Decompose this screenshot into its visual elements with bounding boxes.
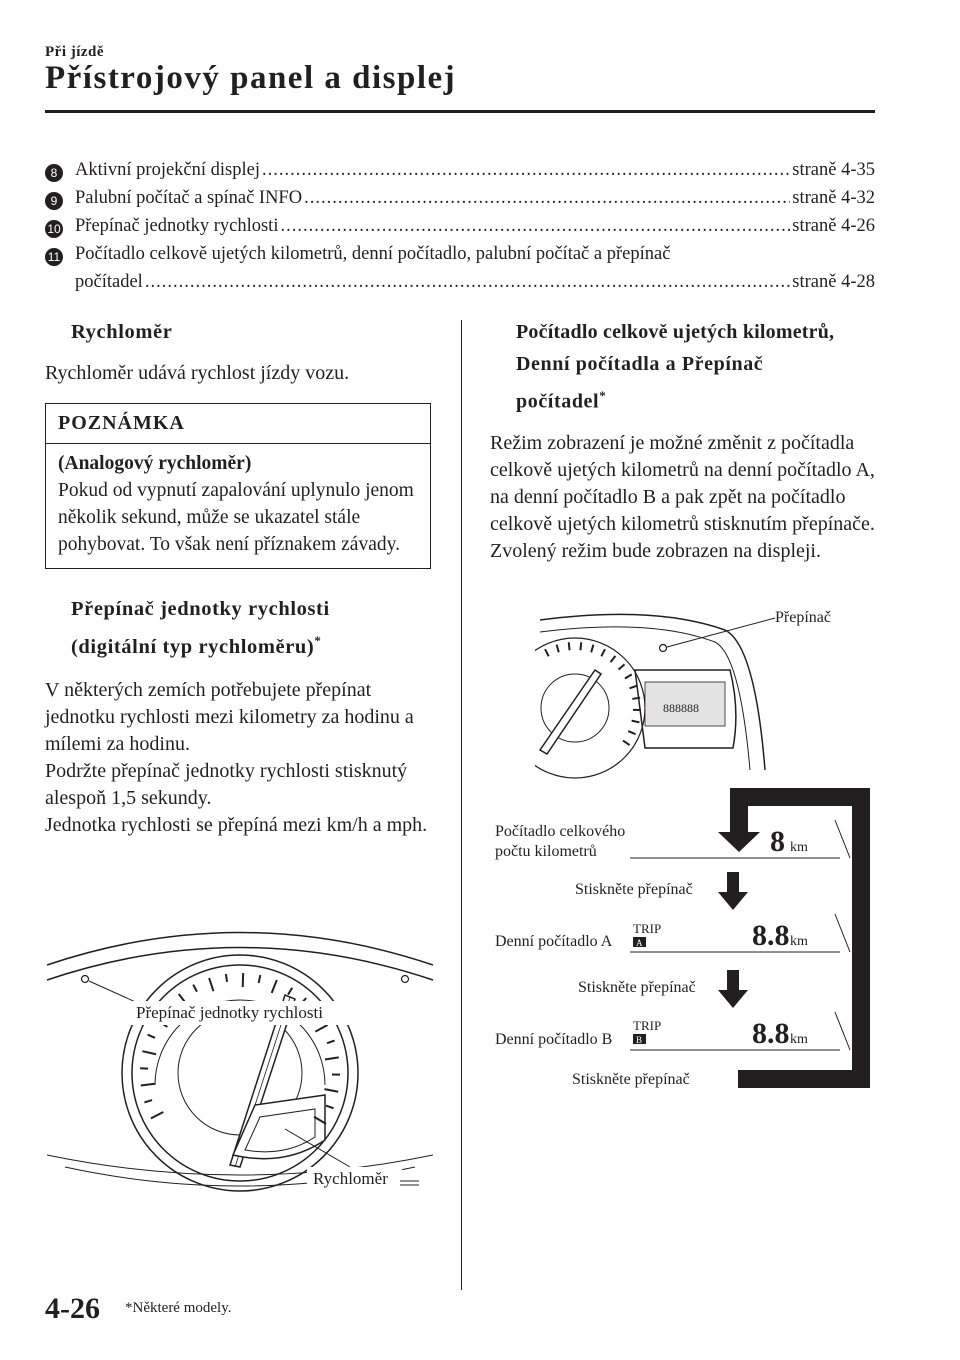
gauge-tick	[623, 741, 630, 745]
press-arrow	[718, 970, 748, 1008]
page-reference: straně 4-35	[792, 160, 875, 180]
item-number-badge: 9	[45, 192, 63, 210]
note-body	[46, 444, 430, 568]
unit-label: km	[790, 840, 808, 855]
gauge-tick	[632, 721, 640, 723]
trip-b-digits: 8.8	[752, 1017, 790, 1050]
speed-unit-switch-label: Přepínač jednotky rychlosti	[136, 1003, 323, 1022]
gauge-tick	[315, 1025, 327, 1032]
instrument-cluster-illustration	[535, 600, 875, 780]
gauge-tick	[141, 1084, 155, 1086]
gauge-tick	[628, 731, 635, 734]
gauge-tick	[327, 1041, 335, 1044]
heading-text: počítadel	[516, 390, 600, 413]
press-switch-label: Stiskněte přepínač	[575, 881, 693, 898]
lcd-digits: 888888	[663, 701, 699, 715]
reference-item[interactable]	[45, 216, 875, 244]
gauge-tick	[630, 686, 638, 689]
heading-text: (digitální typ rychloměru)	[71, 635, 315, 658]
gauge-tick	[144, 1100, 152, 1102]
reference-item[interactable]	[45, 188, 875, 216]
footnote: *Některé modely.	[125, 1300, 232, 1316]
footnote-marker: *	[599, 388, 607, 403]
gauge-tick	[193, 985, 197, 992]
press-arrow	[718, 872, 748, 910]
odometer-digits: 8	[770, 825, 785, 858]
heading-line	[45, 625, 435, 663]
speedometer-text: Rychloměr udává rychlost jízdy vozu.	[45, 362, 350, 384]
note-subtitle: (Analogový rychloměr)	[58, 453, 252, 474]
title-rule	[45, 110, 875, 113]
page-reference: straně 4-28	[792, 272, 875, 292]
selector-switch-label: Přepínač	[775, 609, 831, 626]
display-rule	[835, 820, 850, 858]
display-rule	[835, 1012, 850, 1050]
speed-unit-paragraph: Jednotka rychlosti se přepíná mezi km/h a mph.	[45, 813, 428, 836]
note-title: POZNÁMKA	[46, 404, 430, 444]
leader-dots	[145, 272, 790, 293]
speed-unit-paragraph: V některých zemích potřebujete přepínat jednotku rychlosti mezi kilometry za hodinu a mílemi za hodinu.	[45, 678, 414, 755]
trip-b-label: Denní počítadlo B	[495, 1031, 613, 1048]
note-box	[45, 403, 431, 569]
item-number-badge: 10	[45, 220, 63, 238]
leader-dots	[304, 188, 790, 209]
trip-text: TRIP	[633, 1018, 662, 1033]
gauge-tick	[288, 988, 292, 995]
gauge-tick	[326, 1106, 333, 1109]
gauge-tick	[580, 642, 581, 650]
trip-letter: B	[636, 1035, 643, 1045]
gauge-tick	[569, 642, 570, 650]
reference-text: Aktivní projekční displej	[75, 160, 260, 180]
trip-text: TRIP	[633, 921, 662, 936]
leader-line	[667, 618, 775, 647]
footnote-marker: *	[314, 633, 322, 648]
gauge-tick	[545, 649, 549, 656]
press-switch-label: Stiskněte přepínač	[578, 979, 696, 996]
gauge-tick	[259, 975, 261, 983]
chapter-title: Přístrojový panel a displej	[45, 60, 457, 96]
page-number: 4-26	[45, 1292, 100, 1325]
display-rule	[835, 914, 850, 952]
leader-dots	[262, 160, 790, 181]
unit-label: km	[790, 1032, 808, 1047]
speed-unit-switch-dot	[82, 976, 89, 983]
item-number-badge: 11	[45, 248, 63, 266]
gauge-tick	[632, 698, 640, 699]
gauge-tick	[325, 1057, 339, 1059]
speed-unit-paragraph: Podržte přepínač jednotky rychlosti stisknutý alespoň 1,5 sekundy.	[45, 759, 408, 809]
gauge-tick	[557, 645, 559, 653]
trip-letter: A	[636, 938, 643, 948]
speed-unit-switch-heading	[45, 593, 435, 663]
reference-text: Přepínač jednotky rychlosti	[75, 216, 279, 236]
gauge-tick	[625, 674, 632, 678]
reference-text: počítadel	[75, 272, 143, 292]
reference-item-continuation[interactable]	[45, 272, 875, 300]
gauge-tick	[601, 649, 605, 656]
page-reference: straně 4-26	[792, 216, 875, 236]
odometer-heading-line	[490, 380, 880, 418]
knob-dot	[402, 976, 409, 983]
odometer-label: počtu kilometrů	[495, 843, 597, 860]
gauge-tick	[324, 1089, 338, 1092]
heading-line: Přepínač jednotky rychlosti	[71, 598, 330, 620]
note-text: Pokud od vypnutí zapalování uplynulo jenom několik sekund, může se ukazatel stále pohybovat. To však není příznakem závady.	[58, 480, 414, 555]
reference-item[interactable]	[45, 244, 875, 272]
odometer-paragraph: Režim zobrazení je možné změnit z počítadla celkově ujetých kilometrů na denní počítadlo A, na denní počítadlo B a pak zpět na počítadlo celkově ujetých kilometrů stisknutím přepínače. Zvolený režim bude zobrazen na displeji.	[490, 431, 875, 562]
speedometer-label: Rychloměr	[313, 1169, 388, 1188]
gauge-tick	[142, 1051, 156, 1054]
gauge-tick	[226, 974, 227, 982]
gauge-tick	[151, 1112, 163, 1118]
trip-a-digits: 8.8	[752, 919, 790, 952]
gauge-tick	[148, 1035, 155, 1038]
odometer-heading-line: Počítadlo celkově ujetých kilometrů,	[516, 321, 835, 343]
right-column	[490, 316, 880, 565]
gauge-tick	[611, 656, 616, 662]
section-label: Při jízdě	[45, 44, 105, 60]
unit-label: km	[790, 934, 808, 949]
leader-dots	[280, 216, 790, 237]
gauge-tick	[209, 978, 213, 991]
speedometer-illustration	[45, 905, 435, 1195]
odometer-label: Počítadlo celkového	[495, 823, 626, 840]
column-divider	[461, 320, 462, 1290]
selector-switch-dot[interactable]	[660, 645, 667, 652]
gauge-tick	[619, 664, 625, 669]
display-mode-cycle-diagram	[490, 780, 880, 1100]
speedometer-heading: Rychloměr	[71, 321, 173, 343]
press-switch-label: Stiskněte přepínač	[572, 1071, 690, 1088]
left-column	[45, 316, 435, 839]
item-number-badge: 8	[45, 164, 63, 182]
gauge-tick	[272, 980, 277, 993]
gauge-tick	[591, 645, 593, 653]
odometer-heading-line: Denní počítadla a Přepínač	[516, 353, 764, 375]
reference-text: Počítadlo celkově ujetých kilometrů, denní počítadlo, palubní počítač a přepínač	[75, 244, 671, 264]
reference-text: Palubní počítač a spínač INFO	[75, 188, 303, 208]
trip-a-label: Denní počítadlo A	[495, 933, 613, 950]
page-reference: straně 4-32	[792, 188, 875, 208]
reference-item[interactable]	[45, 160, 875, 188]
reference-list	[45, 160, 875, 300]
